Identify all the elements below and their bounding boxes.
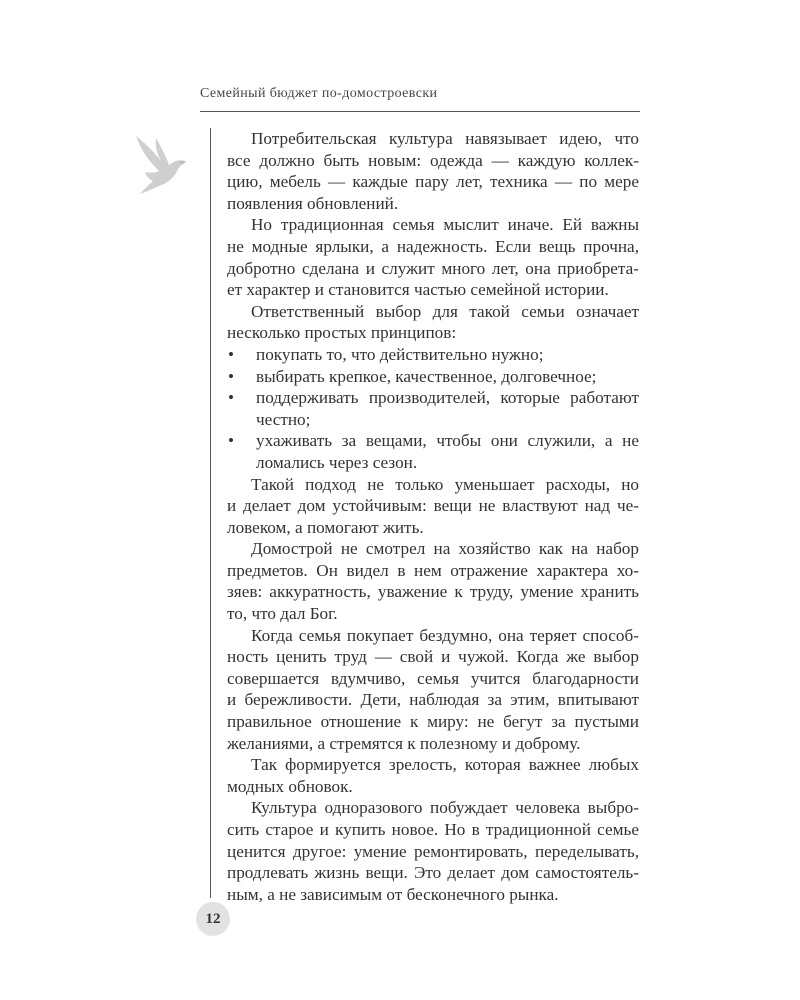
text-line: ценится другое: умение ремонтировать, переделывать,: [227, 841, 639, 861]
text-line: желаниями, а стремятся к полезному и доброму.: [227, 733, 581, 753]
text-line: Ответственный выбор для такой семьи означает: [251, 301, 639, 321]
text-line: не модные ярлыки, а надежность. Если вещь прочна,: [227, 236, 639, 256]
text-line: ловеком, а помогают жить.: [227, 517, 424, 537]
text-line: честно;: [256, 409, 311, 429]
text-line: и делает дом устойчивым: вещи не властвуют над че-: [227, 496, 639, 516]
text-line: продлевать жизнь вещи. Это делает дом самостоятель-: [227, 863, 639, 883]
text-line: и бережливости. Дети, наблюдая за этим, впитывают: [227, 690, 639, 710]
text-line: совершается вдумчиво, семья учится благодарности: [227, 668, 639, 688]
text-line: зяев: аккуратность, уважение к труду, умение хранить: [227, 582, 639, 602]
text-line: поддерживать производителей, которые работают: [256, 388, 639, 408]
list-item: [227, 430, 639, 473]
bullet-marker: •: [228, 366, 235, 386]
text-line: все должно быть новым: одежда — каждую коллек-: [227, 150, 639, 170]
text-line: Такой подход не только уменьшает расходы, но: [251, 474, 639, 494]
list-item: [227, 366, 639, 388]
text-line: Но традиционная семья мыслит иначе. Ей важны: [251, 215, 639, 235]
text-line: ухаживать за вещами, чтобы они служили, а не: [256, 431, 639, 451]
text-line: Культура одноразового побуждает человека выбро-: [251, 798, 639, 818]
text-line: ломались через сезон.: [256, 452, 418, 472]
list-item: [227, 387, 639, 430]
dove-icon: [128, 126, 198, 196]
text-line: то, что дал Бог.: [227, 604, 338, 624]
text-line: сить старое и купить новое. Но в традиционной семье: [227, 820, 639, 839]
body-text: [227, 128, 639, 905]
header-rule: [200, 111, 640, 112]
text-line: Потребительская культура навязывает идею, что: [251, 129, 639, 148]
text-line: добротно сделана и служит много лет, она приобрета-: [227, 258, 639, 278]
text-line: несколько простых принципов:: [227, 323, 457, 343]
page-number: 12: [196, 902, 230, 936]
text-line: предметов. Он видел в нем отражение характера хо-: [227, 560, 639, 580]
text-line: Когда семья покупает бездумно, она теряет способ-: [251, 625, 639, 645]
text-line: правильное отношение к миру: не бегут за пустыми: [227, 712, 639, 732]
bullet-marker: •: [228, 431, 235, 451]
text-line: Так формируется зрелость, которая важнее любых: [251, 755, 639, 775]
running-header: Семейный бюджет по-домостроевски: [200, 86, 438, 101]
text-line: Домострой не смотрел на хозяйство как на набор: [251, 539, 639, 559]
text-line: ным, а не зависимым от бесконечного рынка.: [227, 884, 559, 904]
text-line: цию, мебель — каждые пару лет, техника — по мере: [227, 172, 639, 192]
text-line: ность ценить труд — свой и чужой. Когда же выбор: [227, 647, 639, 667]
text-line: модных обновок.: [227, 776, 353, 796]
bullet-marker: •: [228, 388, 235, 408]
list-item: [227, 344, 639, 366]
text-line: ет характер и становится частью семейной истории.: [227, 280, 609, 300]
bullet-marker: •: [228, 344, 235, 364]
text-line: покупать то, что действительно нужно;: [256, 344, 544, 364]
text-line: появления обновлений.: [227, 193, 399, 213]
text-line: выбирать крепкое, качественное, долговечное;: [256, 366, 597, 386]
margin-rule: [210, 128, 211, 898]
